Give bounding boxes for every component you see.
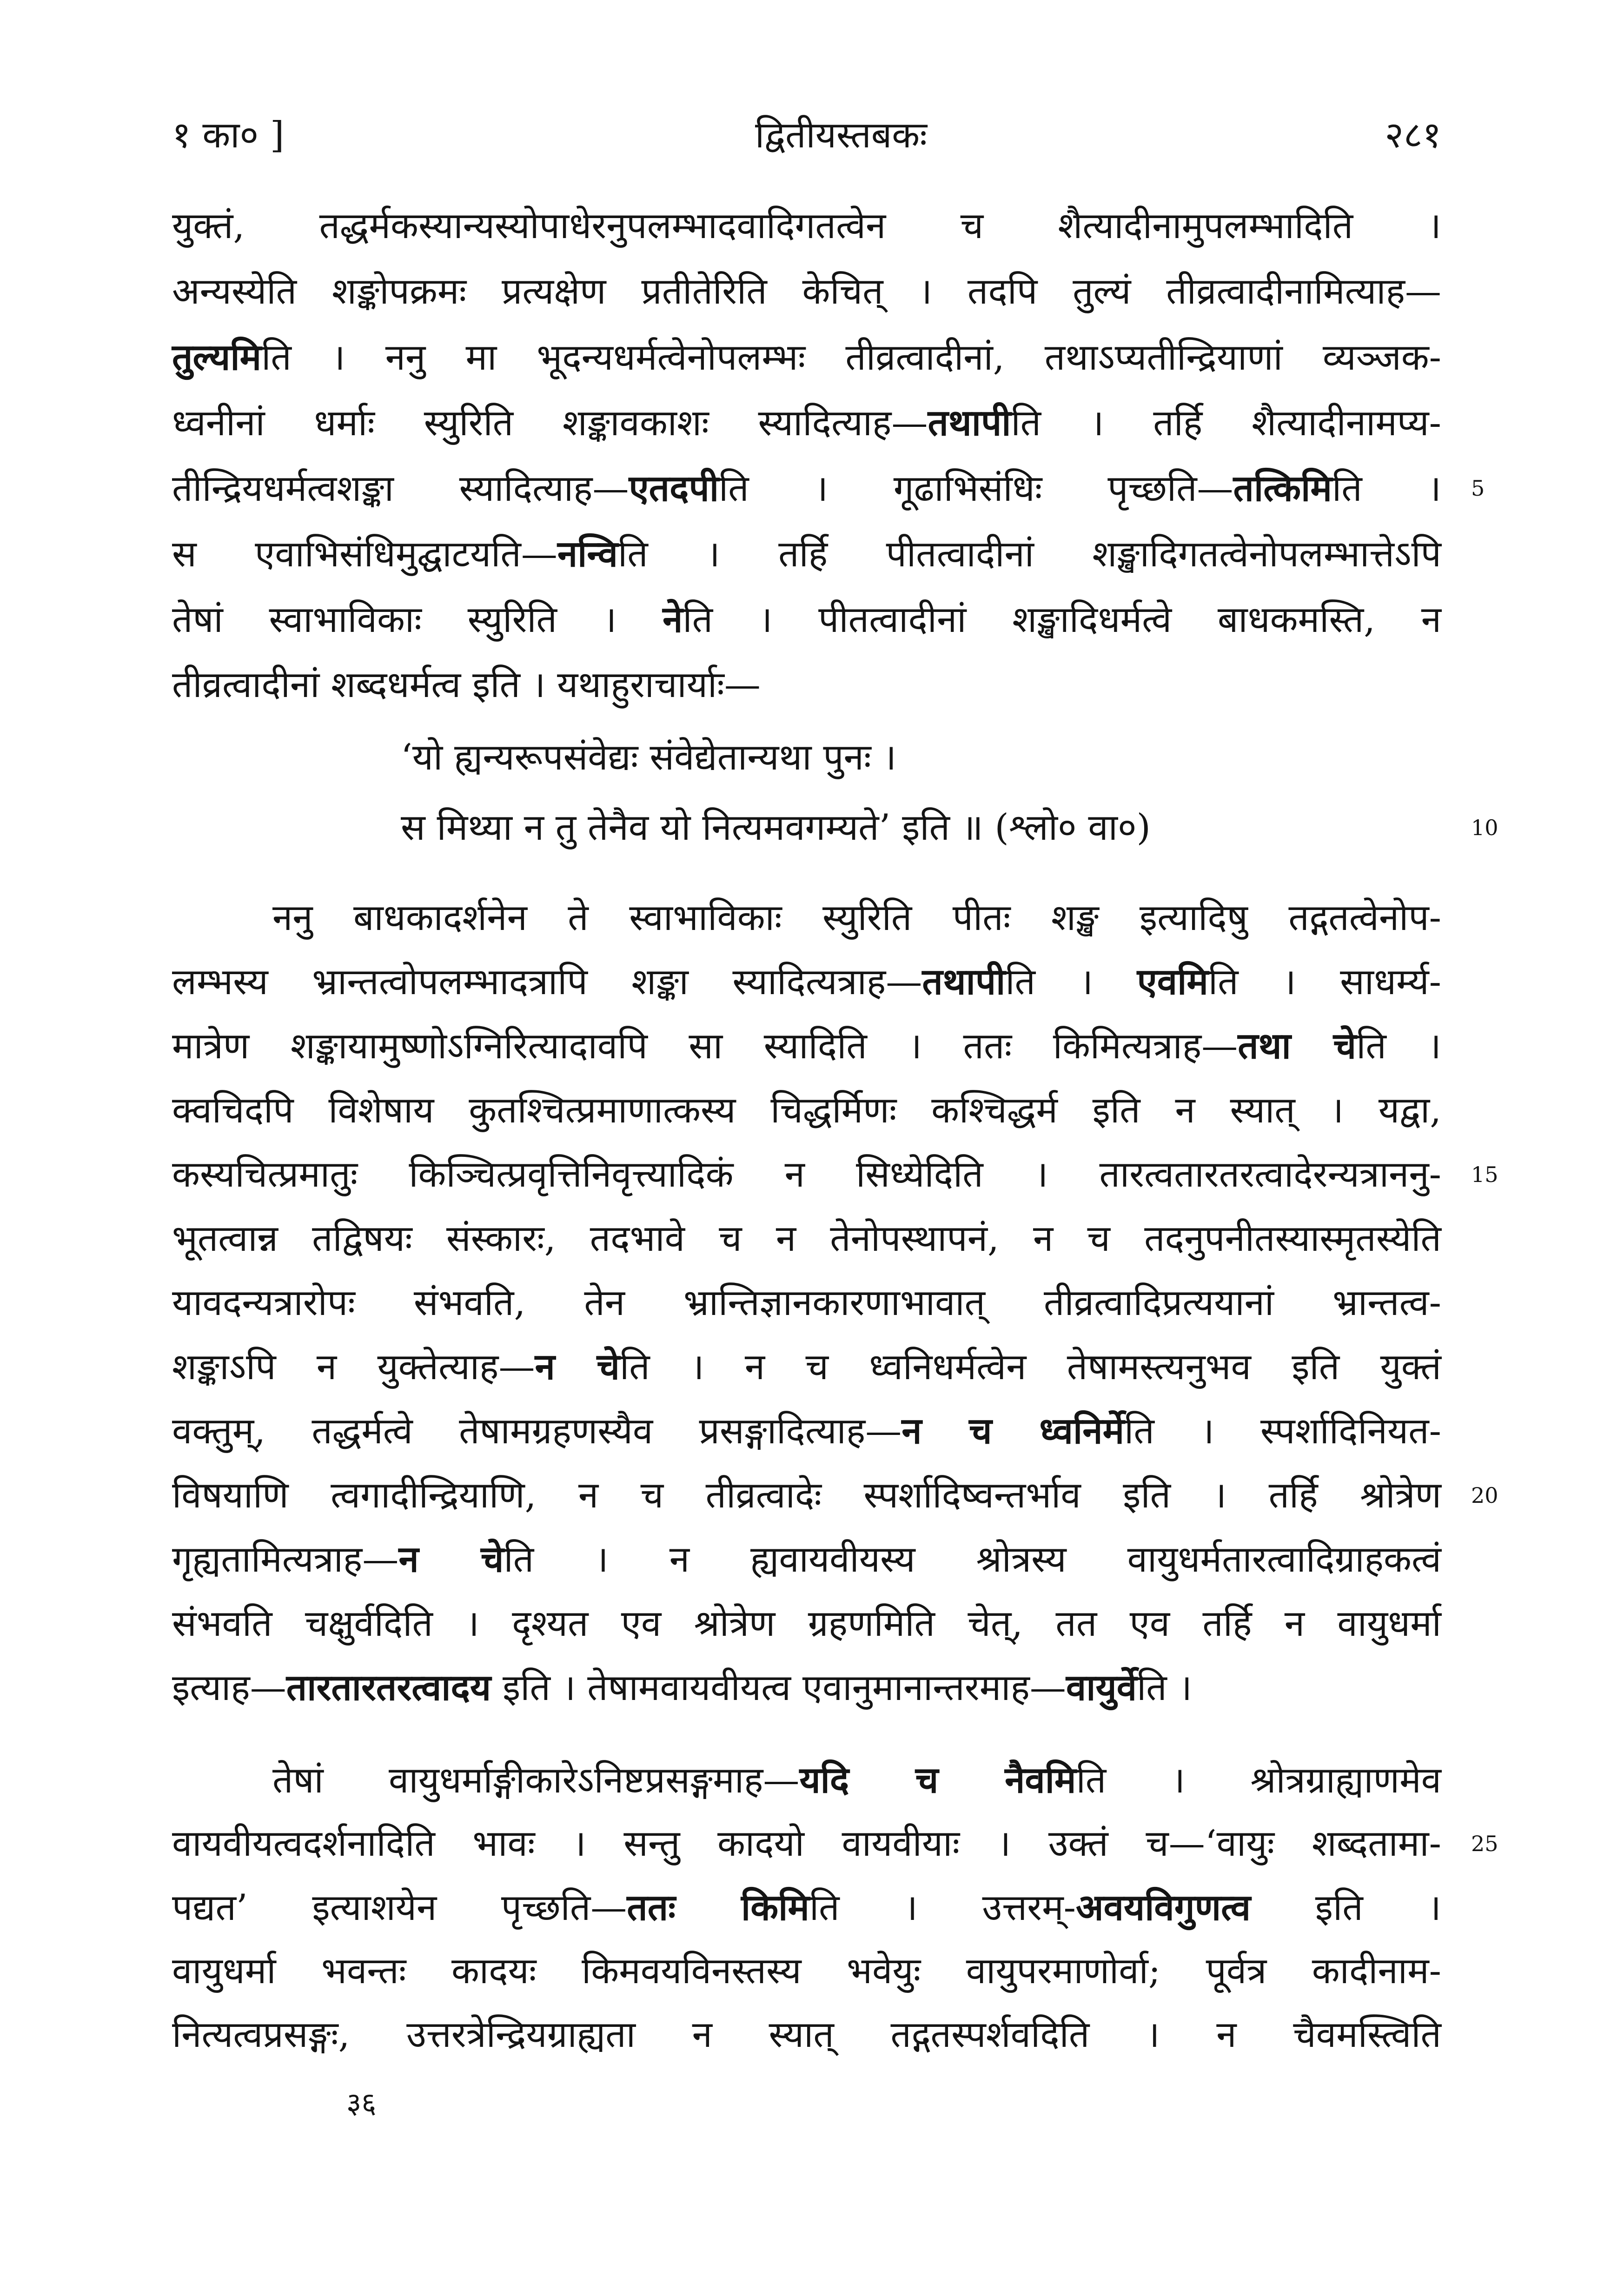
text-run: वक्तुम्, तद्धर्मत्वे तेषामग्रहणस्यैव प्रसङ्गादित्याह— bbox=[172, 1410, 902, 1452]
margin-line-number: 10 bbox=[1471, 815, 1498, 840]
text-run: विषयाणि त्वगादीन्द्रियाणि, न च तीव्रत्वादेः स्पर्शादिष्वन्तर्भाव इति । तर्हि श्रोत्रेण bbox=[172, 1474, 1441, 1516]
text-run: युक्तं, तद्धर्मकस्यान्यस्योपाधेरनुपलम्भादवादिगतत्वेन च शैत्यादीनामुपलम्भादिति । bbox=[172, 205, 1441, 247]
text-run: तीव्रत्वादीनां शब्दधर्मत्व इति । यथाहुराचार्याः— bbox=[172, 664, 761, 706]
line-text bbox=[172, 1089, 1441, 1131]
text-line bbox=[172, 1335, 1441, 1399]
bold-lemma: तथापी bbox=[922, 961, 1006, 1003]
text-run: मात्रेण शङ्कायामुष्णोऽग्निरित्यादावपि सा स्यादिति । ततः किमित्यत्राह— bbox=[172, 1025, 1238, 1067]
line-text bbox=[401, 737, 896, 778]
bold-lemma: अवयविगुणत्व bbox=[1076, 1886, 1251, 1929]
line-text bbox=[172, 1823, 1441, 1865]
text-run: संभवति चक्षुर्वदिति । दृश्यत एव श्रोत्रेण ग्रहणमिति चेत्, तत एव तर्हि न वायुधर्मा bbox=[172, 1603, 1441, 1645]
text-run: ति । bbox=[1332, 468, 1441, 510]
text-run: भूतत्वान्न तद्विषयः संस्कारः, तदभावे च न तेनोपस्थापनं, न च तदनुपनीतस्यास्मृतस्येति bbox=[172, 1218, 1441, 1260]
text-line bbox=[172, 1207, 1441, 1271]
line-text bbox=[172, 402, 1441, 444]
margin-line-number: 5 bbox=[1471, 476, 1485, 501]
line-text bbox=[172, 1025, 1441, 1067]
bold-lemma: ने bbox=[663, 598, 683, 641]
text-line bbox=[172, 193, 1441, 259]
text-line bbox=[172, 259, 1441, 325]
text-run: शङ्काऽपि न युक्तेत्याह— bbox=[172, 1346, 535, 1388]
signature-mark: ३६ bbox=[346, 2086, 377, 2120]
bold-lemma: तत्किमि bbox=[1233, 467, 1332, 510]
bold-lemma: ततः किमि bbox=[627, 1886, 809, 1929]
text-run: यावदन्यत्रारोपः संभवति, तेन भ्रान्तिज्ञानकारणाभावात् तीव्रत्वादिप्रत्ययानां भ्रान्तत्व- bbox=[172, 1282, 1441, 1324]
text-run: तेषां स्वाभाविकाः स्युरिति । bbox=[172, 599, 663, 641]
bold-lemma: न चे bbox=[535, 1346, 620, 1388]
text-line bbox=[172, 1078, 1441, 1142]
text-run: गृह्यतामित्यत्राह— bbox=[172, 1539, 399, 1580]
bold-lemma: तारतारतरत्वादय bbox=[286, 1667, 491, 1709]
text-line bbox=[172, 1748, 1441, 1812]
text-run: इति । तेषामवायवीयत्व एवानुमानान्तरमाह— bbox=[491, 1667, 1066, 1709]
line-text bbox=[172, 664, 761, 706]
text-line bbox=[172, 1939, 1441, 2003]
text-run: ननु बाधकादर्शनेन ते स्वाभाविकाः स्युरिति पीतः शङ्ख इत्यादिषु तद्गतत्वेनोप- bbox=[272, 897, 1441, 939]
line-text bbox=[172, 1950, 1441, 1992]
text-line bbox=[172, 1399, 1441, 1463]
line-text bbox=[172, 1474, 1441, 1516]
text-run: तेषां वायुधर्माङ्गीकारेऽनिष्टप्रसङ्गमाह— bbox=[272, 1759, 800, 1801]
chapter-reference: १ का० ] bbox=[172, 114, 285, 156]
text-line bbox=[172, 1142, 1498, 1207]
line-text bbox=[172, 337, 1441, 378]
bold-lemma: तथापी bbox=[928, 402, 1011, 444]
text-run: लम्भस्य भ्रान्तत्वोपलम्भादत्रापि शङ्का स्यादित्यत्राह— bbox=[172, 961, 922, 1003]
bold-lemma: एवमि bbox=[1137, 961, 1208, 1003]
text-run: इत्याह— bbox=[172, 1667, 286, 1709]
bold-lemma: वायुर्वे bbox=[1066, 1667, 1137, 1709]
text-line bbox=[172, 390, 1441, 456]
line-text bbox=[272, 1759, 1441, 1801]
text-run: वायुधर्मा भवन्तः कादयः किमवयविनस्तस्य भवेयुः वायुपरमाणोर्वा; पूर्वत्र कादीनाम- bbox=[172, 1950, 1441, 1992]
text-run: ति । स्पर्शादिनियत- bbox=[1124, 1410, 1441, 1452]
page-number: २८१ bbox=[1385, 114, 1441, 156]
text-run: क्वचिदपि विशेषाय कुतश्चित्प्रमाणात्कस्य चिद्धर्मिणः कश्चिद्धर्म इति न स्यात् । यद्वा, bbox=[172, 1089, 1441, 1131]
margin-line-number: 25 bbox=[1471, 1831, 1498, 1856]
text-run: ति । गूढाभिसंधिः पृच्छति— bbox=[719, 468, 1233, 510]
paragraph bbox=[172, 1748, 1498, 2067]
text-line bbox=[172, 456, 1485, 521]
text-run: ति । bbox=[1137, 1667, 1193, 1709]
text-line bbox=[172, 652, 1441, 718]
line-text bbox=[172, 599, 1441, 641]
text-line bbox=[172, 723, 1441, 793]
line-text bbox=[172, 1887, 1441, 1929]
line-text bbox=[172, 961, 1441, 1003]
text-line bbox=[172, 2003, 1441, 2067]
paragraph bbox=[172, 193, 1485, 718]
text-line bbox=[172, 886, 1441, 950]
text-run: कस्यचित्प्रमातुः किञ्चित्प्रवृत्तिनिवृत्त्यादिकं न सिध्येदिति । तारत्वतारतरत्वादेरन्यत्राननु- bbox=[172, 1154, 1441, 1195]
margin-line-number: 20 bbox=[1471, 1483, 1498, 1508]
text-line bbox=[172, 325, 1441, 390]
margin-line-number: 15 bbox=[1471, 1162, 1498, 1187]
line-text bbox=[172, 2014, 1441, 2056]
bold-lemma: नन्वि bbox=[557, 533, 618, 575]
text-run: स मिथ्या न तु तेनैव यो नित्यमवगम्यते’ इति ॥ (श्लो० वा०) bbox=[401, 807, 1151, 849]
line-text bbox=[272, 897, 1441, 939]
text-line bbox=[172, 587, 1441, 652]
line-text bbox=[172, 1603, 1441, 1645]
text-line bbox=[172, 521, 1441, 587]
text-run: पद्यत’ इत्याशयेन पृच्छति— bbox=[172, 1887, 627, 1929]
text-run: ति । bbox=[1005, 961, 1137, 1003]
bold-lemma: तुल्यमि bbox=[172, 336, 262, 378]
text-run: ति । तर्हि शैत्यादीनामप्य- bbox=[1011, 402, 1442, 444]
bold-lemma: एतदपी bbox=[629, 467, 719, 510]
text-line bbox=[172, 1527, 1441, 1592]
bold-lemma: यदि च नैवमि bbox=[799, 1759, 1076, 1801]
text-run: ध्वनीनां धर्माः स्युरिति शङ्कावकाशः स्यादित्याह— bbox=[172, 402, 928, 444]
text-run: ति । श्रोत्रग्राह्याणमेव bbox=[1076, 1759, 1441, 1801]
line-text bbox=[172, 1539, 1441, 1580]
text-line bbox=[172, 1876, 1441, 1939]
text-run: ति । bbox=[1356, 1025, 1441, 1067]
text-run: ति । साधर्म्य- bbox=[1208, 961, 1441, 1003]
text-run: अन्यस्येति शङ्कोपक्रमः प्रत्यक्षेण प्रतीतेरिति केचित् । तदपि तुल्यं तीव्रत्वादीनामित्याह— bbox=[172, 271, 1441, 312]
text-line bbox=[172, 793, 1498, 863]
line-text bbox=[172, 1218, 1441, 1260]
line-text bbox=[172, 1154, 1441, 1195]
line-text bbox=[172, 1667, 1192, 1709]
text-run: वायवीयत्वदर्शनादिति भावः । सन्तु कादयो वायवीयाः । उक्तं च—‘वायुः शब्दतामा- bbox=[172, 1823, 1441, 1865]
text-line bbox=[172, 1812, 1498, 1876]
running-head bbox=[172, 110, 1441, 161]
text-run: ति । तर्हि पीतत्वादीनां शङ्खादिगतत्वेनोपलम्भात्तेऽपि bbox=[618, 533, 1441, 575]
text-line bbox=[172, 950, 1441, 1014]
text-run: ति । ननु मा भूदन्यधर्मत्वेनोपलम्भः तीव्रत्वादीनां, तथाऽप्यतीन्द्रियाणां व्यञ्जक- bbox=[261, 337, 1441, 378]
line-text bbox=[172, 1346, 1441, 1388]
text-run: ति । न च ध्वनिधर्मत्वेन तेषामस्त्यनुभव इति युक्तं bbox=[620, 1346, 1441, 1388]
text-run: ‘यो ह्यन्यरूपसंवेद्यः संवेद्येतान्यथा पुनः । bbox=[401, 737, 897, 778]
text-line bbox=[172, 1592, 1441, 1656]
line-text bbox=[172, 1410, 1441, 1452]
paragraph bbox=[172, 886, 1498, 1720]
bold-lemma: तथा चे bbox=[1238, 1025, 1357, 1067]
text-run: स एवाभिसंधिमुद्घाटयति— bbox=[172, 533, 557, 575]
text-run: इति । bbox=[1251, 1887, 1441, 1929]
line-text bbox=[172, 1282, 1441, 1324]
verse-quotation bbox=[172, 723, 1498, 863]
line-text bbox=[172, 205, 1441, 247]
text-run: ति । न ह्यवायवीयस्य श्रोत्रस्य वायुधर्मतारत्वादिग्राहकत्वं bbox=[504, 1539, 1441, 1580]
text-line bbox=[172, 1014, 1441, 1078]
text-line bbox=[172, 1656, 1441, 1720]
text-run: ति । उत्तरम्- bbox=[809, 1887, 1076, 1929]
text-line bbox=[172, 1463, 1498, 1527]
text-run: ति । पीतत्वादीनां शङ्खादिधर्मत्वे बाधकमस्ति, न bbox=[683, 599, 1442, 641]
line-text bbox=[172, 533, 1441, 575]
text-run: नित्यत्वप्रसङ्गः, उत्तरत्रेन्द्रियग्राह्यता न स्यात् तद्गतस्पर्शवदिति । न चैवमस्त्विति bbox=[172, 2014, 1441, 2056]
text-run: तीन्द्रियधर्मत्वशङ्का स्यादित्याह— bbox=[172, 468, 629, 510]
bold-lemma: न च ध्वनिर्मे bbox=[901, 1410, 1125, 1452]
bold-lemma: न चे bbox=[398, 1538, 504, 1580]
line-text bbox=[172, 271, 1441, 312]
line-text bbox=[172, 468, 1441, 510]
running-title: द्वितीयस्तबकः bbox=[755, 114, 927, 156]
line-text bbox=[401, 807, 1151, 849]
text-line bbox=[172, 1271, 1441, 1335]
